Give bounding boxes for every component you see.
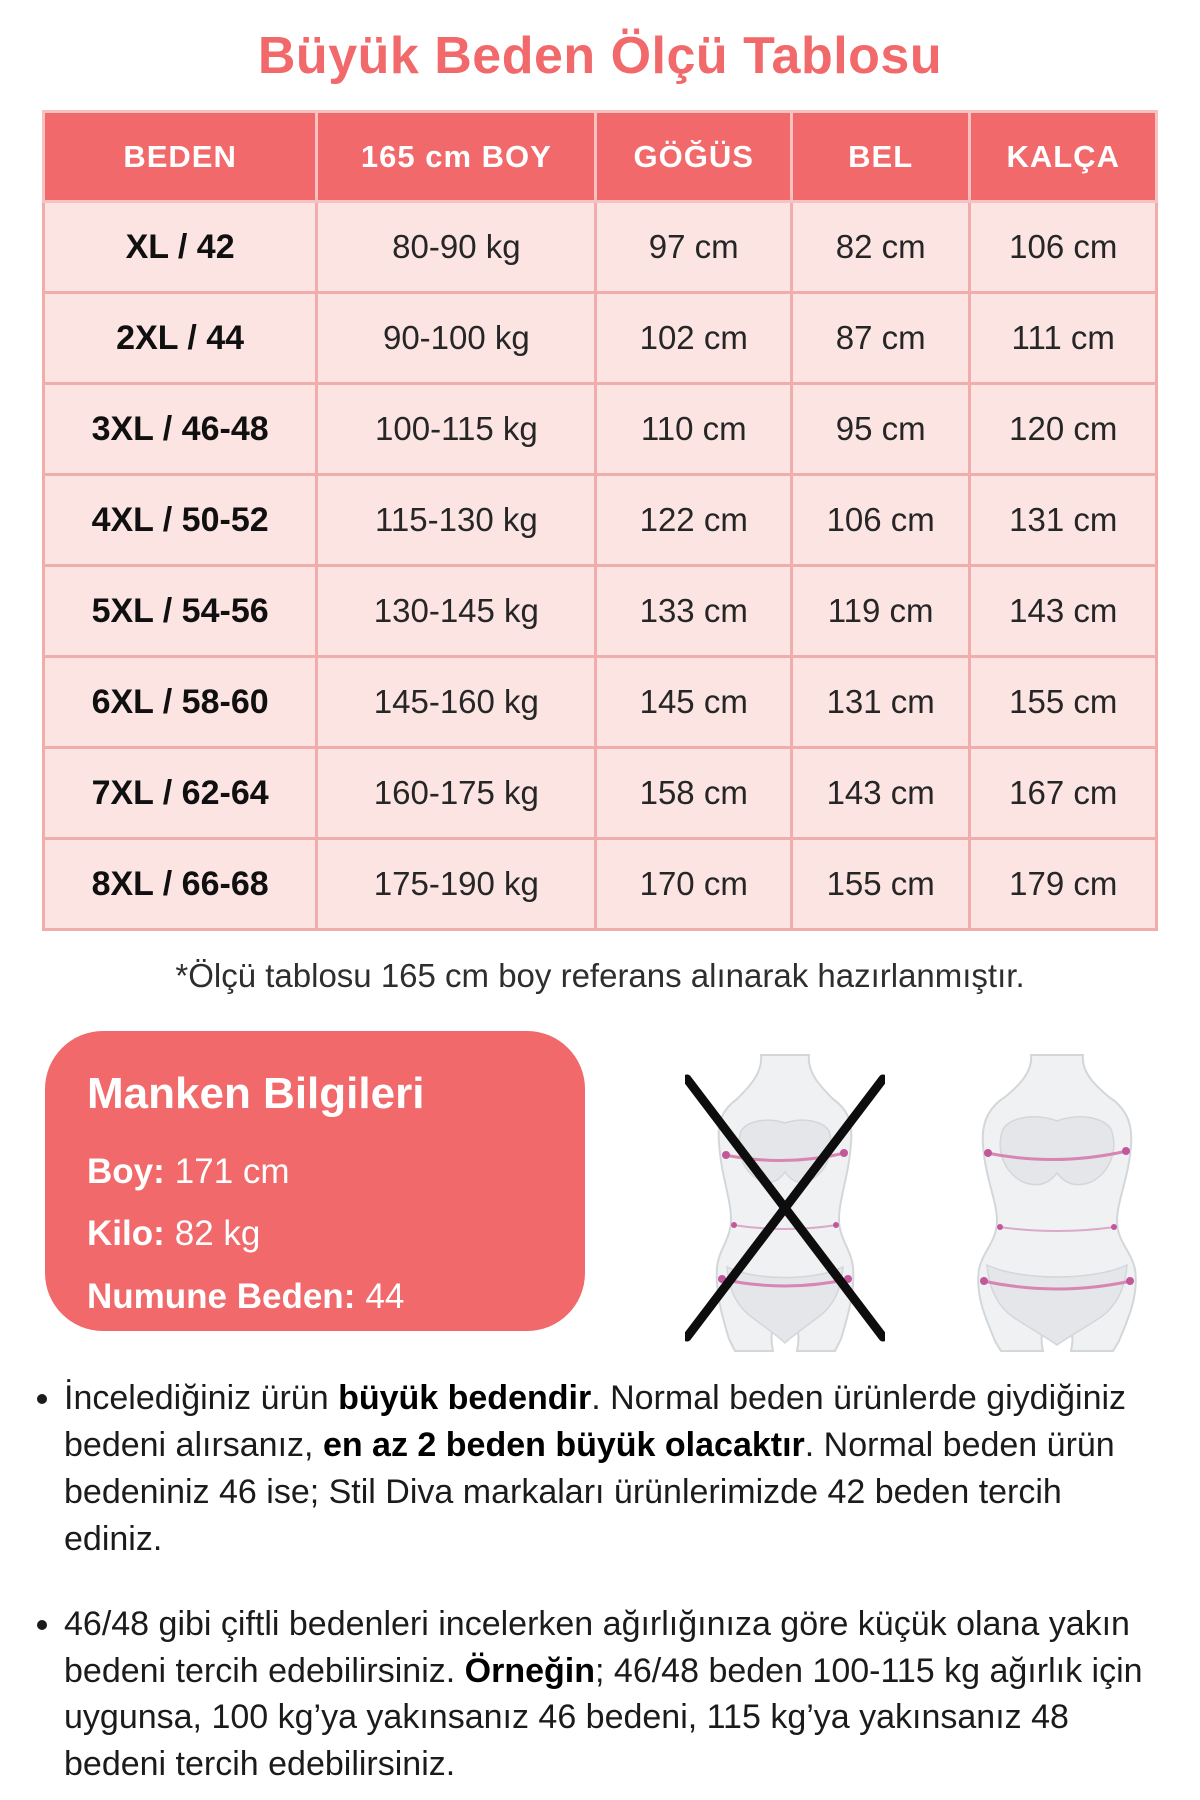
measurement-cell: 131 cm	[791, 657, 970, 748]
body-text: . Normal beden ürünlerde giydiğiniz bedeni alırsanız,	[64, 1379, 1127, 1464]
measurement-cell: 167 cm	[970, 748, 1157, 839]
size-table-header	[44, 112, 1157, 202]
table-row	[44, 566, 1157, 657]
measurement-cell: 175-190 kg	[317, 839, 596, 930]
model-weight-label: Kilo:	[87, 1214, 165, 1254]
measurement-cell: 97 cm	[596, 202, 791, 293]
table-row	[44, 748, 1157, 839]
measurement-cell: 90-100 kg	[317, 293, 596, 384]
measurement-cell: 120 cm	[970, 384, 1157, 475]
size-label-cell: XL / 42	[44, 202, 317, 293]
model-section	[0, 1031, 1200, 1353]
measurement-cell: 158 cm	[596, 748, 791, 839]
size-table-body	[44, 202, 1157, 930]
measurement-cell: 143 cm	[970, 566, 1157, 657]
page-title: Büyük Beden Ölçü Tablosu	[257, 27, 943, 85]
note-item-sizing	[64, 1375, 1159, 1563]
model-height-line	[87, 1141, 565, 1203]
measurement-cell: 110 cm	[596, 384, 791, 475]
size-label-cell: 3XL / 46-48	[44, 384, 317, 475]
measurement-cell: 87 cm	[791, 293, 970, 384]
model-weight-line	[87, 1203, 565, 1265]
measurement-cell: 111 cm	[970, 293, 1157, 384]
measurement-cell: 82 cm	[791, 202, 970, 293]
size-label-cell: 7XL / 62-64	[44, 748, 317, 839]
model-sample-size-label: Numune Beden:	[87, 1276, 356, 1316]
measurement-cell: 100-115 kg	[317, 384, 596, 475]
size-label-cell: 5XL / 54-56	[44, 566, 317, 657]
measurement-cell: 106 cm	[791, 475, 970, 566]
model-info-title: Manken Bilgileri	[87, 1069, 425, 1118]
measurement-cell: 122 cm	[596, 475, 791, 566]
body-text: İncelediğiniz ürün	[64, 1379, 339, 1417]
emphasis-text: büyük bedendir	[338, 1379, 592, 1417]
column-header-boy: 165 cm BOY	[317, 112, 596, 202]
measurement-cell: 119 cm	[791, 566, 970, 657]
column-header-bel: BEL	[791, 112, 970, 202]
body-text: 46/48 gibi çiftli bedenleri incelerken ağırlığınıza göre küçük olana yakın bedeni tercih edebilirsiniz.	[64, 1604, 1130, 1690]
table-row	[44, 202, 1157, 293]
model-sample-size-line	[87, 1266, 565, 1328]
body-text: ; 46/48 beden 100-115 kg ağırlık için uygunsa, 100 kg’ya yakınsanız 46 bedeni, 115 kg’ya yakınsanız 48 bedeni tercih edebilirsiniz.	[64, 1651, 1143, 1784]
measurement-cell: 80-90 kg	[317, 202, 596, 293]
measurement-cell: 155 cm	[791, 839, 970, 930]
measurement-cell: 155 cm	[970, 657, 1157, 748]
plus-body-icon	[957, 1053, 1157, 1353]
notes-list	[38, 1375, 1170, 1788]
measurement-cell: 102 cm	[596, 293, 791, 384]
size-table	[42, 110, 1158, 931]
body-text: . Normal beden ürün bedeniniz 46 ise; Stil Diva markaları ürünlerimizde 42 beden tercih ediniz.	[64, 1425, 1115, 1558]
table-row	[44, 293, 1157, 384]
measurement-cell: 133 cm	[596, 566, 791, 657]
table-header-row	[44, 112, 1157, 202]
table-row	[44, 475, 1157, 566]
measurement-cell: 170 cm	[596, 839, 791, 930]
size-label-cell: 8XL / 66-68	[44, 839, 317, 930]
figure-illustrations	[685, 1053, 1157, 1353]
size-label-cell: 6XL / 58-60	[44, 657, 317, 748]
measurement-cell: 131 cm	[970, 475, 1157, 566]
model-sample-size-value: 44	[365, 1276, 405, 1316]
table-row	[44, 657, 1157, 748]
model-info-card	[45, 1031, 585, 1331]
emphasis-text: en az 2 beden büyük olacaktır	[322, 1425, 805, 1464]
measurement-cell: 143 cm	[791, 748, 970, 839]
emphasis-text: Örneğin	[464, 1651, 596, 1690]
measurement-cell: 179 cm	[970, 839, 1157, 930]
size-label-cell: 2XL / 44	[44, 293, 317, 384]
measurement-cell: 130-145 kg	[317, 566, 596, 657]
slim-body-crossed-icon	[685, 1053, 885, 1353]
column-header-beden: BEDEN	[44, 112, 317, 202]
model-weight-value: 82 kg	[174, 1214, 261, 1254]
model-height-label: Boy:	[87, 1152, 165, 1191]
measurement-cell: 160-175 kg	[317, 748, 596, 839]
table-row	[44, 384, 1157, 475]
table-footnote: *Ölçü tablosu 165 cm boy referans alınarak hazırlanmıştır.	[175, 957, 1025, 994]
size-label-cell: 4XL / 50-52	[44, 475, 317, 566]
column-header-gogus: GÖĞÜS	[596, 112, 791, 202]
model-height-value: 171 cm	[174, 1152, 290, 1191]
measurement-cell: 145 cm	[596, 657, 791, 748]
measurement-cell: 95 cm	[791, 384, 970, 475]
note-item-double-sizes	[64, 1601, 1159, 1789]
column-header-kalca: KALÇA	[970, 112, 1157, 202]
table-row	[44, 839, 1157, 930]
measurement-cell: 115-130 kg	[317, 475, 596, 566]
measurement-cell: 106 cm	[970, 202, 1157, 293]
measurement-cell: 145-160 kg	[317, 657, 596, 748]
